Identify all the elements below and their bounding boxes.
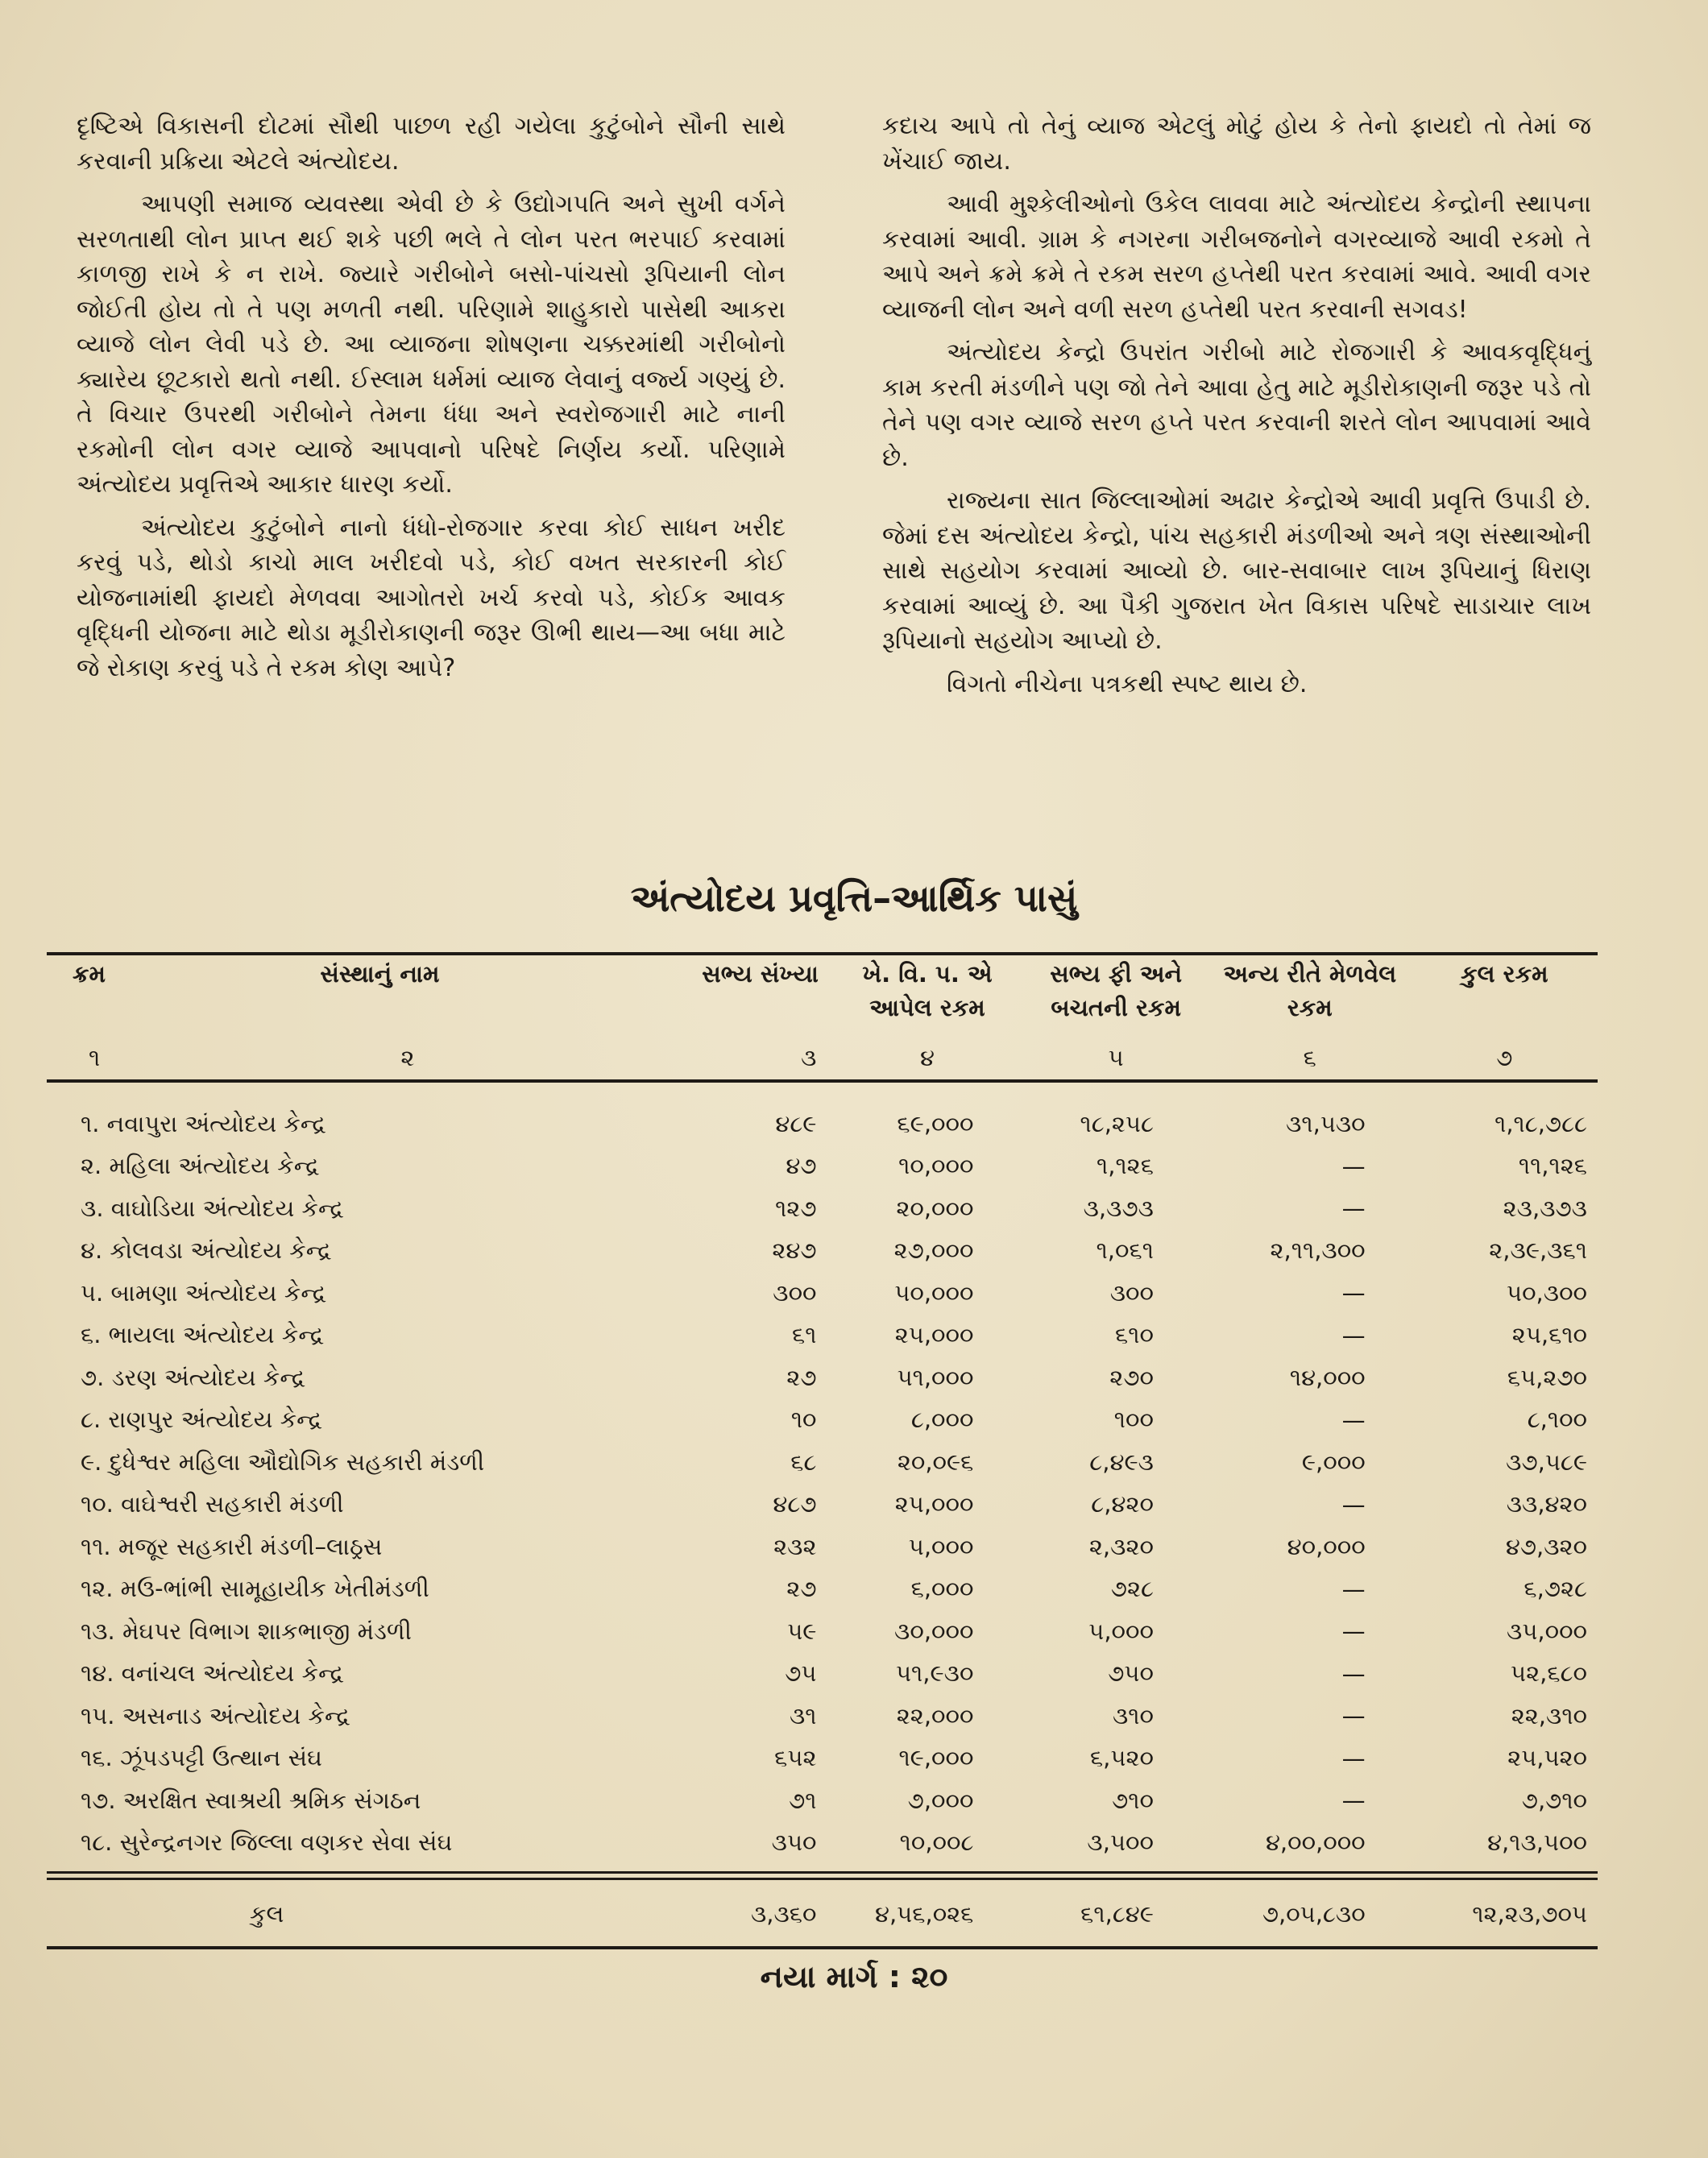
table-row bbox=[48, 1653, 1599, 1696]
row-member-count: ૭૧ bbox=[789, 1786, 817, 1814]
row-fee-savings: ૨૭૦ bbox=[1109, 1363, 1154, 1391]
table-row bbox=[48, 1738, 1599, 1780]
row-kvp-amount: ૬,૦૦૦ bbox=[910, 1575, 974, 1603]
row-institution-name: ૧૧. મજૂર સહકારી મંડળી–લાઠ્રસ bbox=[81, 1532, 383, 1560]
row-other-amount: ૯,૦૦૦ bbox=[1301, 1448, 1366, 1476]
paragraph: આપણી સમાજ વ્યવસ્થા એવી છે કે ઉદ્યોગપતિ અને સુખી વર્ગને સરળતાથી લોન પ્રાપ્ત થઈ શકે પછી ભલે તે લોન પરત ભરપાઈ કરવામાં કાળજી રાખે કે ન રાખે. જ્યારે ગરીબોને બસો-પાંચસો રૂપિયાની લોન જોઈતી હોય તો તે પણ મળતી નથી. પરિણામે શાહુકારો પાસેથી આકરા વ્યાજે લોન લેવી પડે છે. આ વ્યાજના શોષણના ચક્કરમાંથી ગરીબોનો ક્યારેય છૂટકારો થતો નથી. ઈસ્લામ ધર્મમાં વ્યાજ લેવાનું વર્જ્ય ગણ્યું છે. તે વિચાર ઉપરથી ગરીબોને તેમના ધંધા અને સ્વરોજગારી માટે નાની રકમોની લોન વગર વ્યાજે આપવાનો પરિષદે નિર્ણય કર્યો. પરિણામે અંત્યોદય પ્રવૃત્તિએ આકાર ધારણ કર્યો. bbox=[77, 190, 786, 499]
row-member-count: ૪૭ bbox=[786, 1152, 817, 1180]
row-other-amount: — bbox=[1341, 1321, 1366, 1349]
table-row bbox=[48, 1695, 1599, 1738]
row-other-amount: ૧૪,૦૦૦ bbox=[1289, 1363, 1366, 1391]
row-fee-savings: ૧૮,૨૫૮ bbox=[1080, 1109, 1154, 1137]
column-number: ૫ bbox=[1108, 1044, 1124, 1071]
table-row bbox=[48, 1484, 1599, 1526]
row-institution-name: ૬. ભાયલા અંત્યોદય કેન્દ્ર bbox=[81, 1321, 325, 1349]
row-fee-savings: ૭૧૦ bbox=[1112, 1786, 1154, 1814]
row-member-count: ૩૧ bbox=[789, 1701, 817, 1729]
row-total-amount: ૨૫,૫૨૦ bbox=[1507, 1744, 1587, 1772]
row-kvp-amount: ૫,૦૦૦ bbox=[908, 1532, 974, 1560]
row-kvp-amount: ૧૦,૦૦૦ bbox=[898, 1152, 974, 1180]
totals-row bbox=[48, 1888, 1599, 1940]
row-total-amount: ૨૩,૩૭૩ bbox=[1503, 1194, 1587, 1222]
totals-other: ૭,૦૫,૮૩૦ bbox=[1262, 1899, 1366, 1928]
row-member-count: ૧૦ bbox=[790, 1406, 817, 1434]
row-other-amount: ૩૧,૫૩૦ bbox=[1286, 1109, 1366, 1137]
header-total-amount: કુલ રકમ bbox=[1461, 960, 1548, 988]
paragraph: કદાચ આપે તો તેનું વ્યાજ એટલું મોટું હોય કે તેનો ફાયદો તો તેમાં જ ખેંચાઈ જાય. bbox=[882, 112, 1591, 176]
row-fee-savings: ૧,૧૨૬ bbox=[1097, 1152, 1154, 1180]
row-member-count: ૬૮ bbox=[790, 1448, 817, 1476]
row-total-amount: ૨,૩૯,૩૬૧ bbox=[1489, 1236, 1587, 1265]
row-kvp-amount: ૭,૦૦૦ bbox=[907, 1786, 974, 1814]
row-institution-name: ૧૮. સુરેન્દ્રનગર જિલ્લા વણકર સેવા સંઘ bbox=[81, 1829, 453, 1857]
row-institution-name: ૧૭. અરક્ષિત સ્વાશ્રયી શ્રમિક સંગઠન bbox=[81, 1786, 421, 1814]
row-member-count: ૫૯ bbox=[787, 1617, 817, 1645]
row-institution-name: ૩. વાઘોડિયા અંત્યોદય કેન્દ્ર bbox=[81, 1194, 344, 1222]
header-other-amount: અન્ય રીતે મેળવેલ રકમ bbox=[1223, 960, 1397, 1021]
row-institution-name: ૧૦. વાઘેશ્વરી સહકારી મંડળી bbox=[81, 1490, 344, 1518]
row-fee-savings: ૩,૩૭૩ bbox=[1083, 1194, 1154, 1222]
totals-members: ૩,૩૬૦ bbox=[750, 1899, 817, 1928]
table-row bbox=[48, 1357, 1599, 1399]
row-total-amount: ૫૨,૬૮૦ bbox=[1511, 1659, 1587, 1688]
totals-fee: ૬૧,૮૪૯ bbox=[1080, 1899, 1154, 1928]
row-institution-name: ૮. રાણપુર અંત્યોદય કેન્દ્ર bbox=[81, 1406, 322, 1434]
row-other-amount: — bbox=[1341, 1279, 1366, 1307]
row-total-amount: ૬,૭૨૮ bbox=[1524, 1575, 1587, 1603]
row-other-amount: — bbox=[1341, 1406, 1366, 1434]
row-kvp-amount: ૨૫,૦૦૦ bbox=[894, 1490, 974, 1518]
row-institution-name: ૯. દુધેશ્વર મહિલા ઔદ્યોગિક સહકારી મંડળી bbox=[81, 1448, 485, 1476]
row-other-amount: — bbox=[1341, 1617, 1366, 1646]
row-fee-savings: ૮,૪૯૩ bbox=[1089, 1448, 1154, 1476]
row-institution-name: ૧૨. મઉ-ભાંભી સામૂહાયીક ખેતીમંડળી bbox=[81, 1575, 429, 1603]
page-footer: નયા માર્ગ : ૨૦ bbox=[760, 1959, 948, 1994]
row-institution-name: ૫. બામણા અંત્યોદય કેન્દ્ર bbox=[81, 1278, 327, 1307]
totals-label: કુલ bbox=[250, 1899, 284, 1928]
right-text-column bbox=[882, 109, 1591, 710]
row-kvp-amount: ૫૦,૦૦૦ bbox=[894, 1278, 974, 1307]
table-body bbox=[48, 1080, 1599, 1864]
row-kvp-amount: ૬૯,૦૦૦ bbox=[897, 1109, 974, 1137]
table-row bbox=[48, 1145, 1599, 1188]
row-fee-savings: ૫,૦૦૦ bbox=[1088, 1617, 1154, 1645]
row-kvp-amount: ૨૦,૦૦૦ bbox=[896, 1194, 974, 1222]
row-fee-savings: ૩,૫૦૦ bbox=[1087, 1829, 1154, 1857]
row-fee-savings: ૬૧૦ bbox=[1115, 1321, 1154, 1349]
row-institution-name: ૧૫. અસનાડ અંત્યોદય કેન્દ્ર bbox=[81, 1701, 350, 1729]
row-member-count: ૪૮૭ bbox=[773, 1490, 817, 1518]
row-total-amount: ૩૩,૪૨૦ bbox=[1506, 1490, 1587, 1518]
table-row bbox=[48, 1568, 1599, 1611]
column-number: ૩ bbox=[801, 1044, 817, 1071]
table-row bbox=[48, 1441, 1599, 1484]
table-row bbox=[48, 1103, 1599, 1145]
totals-total: ૧૨,૨૩,૭૦૫ bbox=[1472, 1899, 1587, 1928]
column-number: ૬ bbox=[1303, 1044, 1316, 1071]
row-institution-name: ૨. મહિલા અંત્યોદય કેન્દ્ર bbox=[81, 1152, 320, 1180]
header-institution-name: સંસ્થાનું નામ bbox=[320, 960, 440, 988]
row-other-amount: — bbox=[1341, 1744, 1366, 1772]
row-other-amount: ૪,૦૦,૦૦૦ bbox=[1265, 1829, 1366, 1857]
row-other-amount: — bbox=[1341, 1702, 1366, 1730]
table-title: અંત્યોદય પ્રવૃત્તિ–આર્થિક પાસું bbox=[630, 876, 1078, 920]
row-total-amount: ૧,૧૮,૭૮૮ bbox=[1494, 1109, 1587, 1137]
paragraph: દૃષ્ટિએ વિકાસની દોટમાં સૌથી પાછળ રહી ગયેલા કુટુંબોને સૌની સાથે કરવાની પ્રક્રિયા એટલે અંત્યોદય. bbox=[77, 112, 786, 176]
row-member-count: ૭૫ bbox=[785, 1659, 817, 1688]
table-row bbox=[48, 1822, 1599, 1865]
body-columns bbox=[77, 109, 1591, 710]
row-fee-savings: ૮,૪૨૦ bbox=[1091, 1490, 1154, 1518]
paragraph: અંત્યોદય કુટુંબોને નાનો ધંધો-રોજગાર કરવા કોઈ સાધન ખરીદ કરવું પડે, થોડો કાચો માલ ખરીદવો પડે, કોઈ વખત સરકારની કોઈ યોજનામાંથી ફાયદો મેળવવા આગોતરો ખર્ચ કરવો પડે, કોઈક આવક વૃદ્ધિની યોજના માટે થોડા મૂડીરોકાણની જરૂર ઊભી થાય—આ બધા માટે જે રોકાણ કરવું પડે તે રકમ કોણ આપે? bbox=[77, 513, 786, 682]
table-row bbox=[48, 1399, 1599, 1442]
column-number: ૪ bbox=[919, 1044, 935, 1071]
paragraph: વિગતો નીચેના પત્રકથી સ્પષ્ટ થાય છે. bbox=[947, 669, 1308, 698]
row-fee-savings: ૧,૦૬૧ bbox=[1096, 1236, 1154, 1265]
row-member-count: ૨૪૭ bbox=[772, 1236, 817, 1265]
row-member-count: ૩૦૦ bbox=[773, 1278, 817, 1307]
row-kvp-amount: ૧૯,૦૦૦ bbox=[898, 1744, 974, 1772]
row-kvp-amount: ૧૦,૦૦૮ bbox=[899, 1829, 974, 1857]
row-total-amount: ૨૫,૬૧૦ bbox=[1511, 1321, 1587, 1349]
column-number: ૭ bbox=[1496, 1044, 1513, 1071]
table-row bbox=[48, 1315, 1599, 1357]
row-institution-name: ૭. ડરણ અંત્યોદય કેન્દ્ર bbox=[81, 1363, 306, 1391]
row-fee-savings: ૩૧૦ bbox=[1112, 1701, 1154, 1729]
row-total-amount: ૫૦,૩૦૦ bbox=[1507, 1278, 1587, 1307]
row-total-amount: ૪૭,૩૨૦ bbox=[1505, 1532, 1587, 1560]
row-other-amount: — bbox=[1341, 1490, 1366, 1518]
left-text-column bbox=[77, 109, 786, 710]
row-institution-name: ૧. નવાપુરા અંત્યોદય કેન્દ્ર bbox=[81, 1109, 326, 1137]
row-total-amount: ૭,૭૧૦ bbox=[1521, 1786, 1587, 1814]
row-member-count: ૪૮૯ bbox=[775, 1109, 817, 1137]
row-kvp-amount: ૨૭,૦૦૦ bbox=[893, 1236, 974, 1265]
paragraph: રાજ્યના સાત જિલ્લાઓમાં અઢાર કેન્દ્રોએ આવી પ્રવૃત્તિ ઉપાડી છે. જેમાં દસ અંત્યોદય કેન્દ્રો, પાંચ સહકારી મંડળીઓ અને ત્રણ સંસ્થાઓની સાથે સહયોગ કરવામાં આવ્યો છે. બાર-સવાબાર લાખ રૂપિયાનું ધિરાણ કરવામાં આવ્યું છે. આ પૈકી ગુજરાત ખેત વિકાસ પરિષદે સાડાચાર લાખ રૂપિયાનો સહયોગ આપ્યો છે. bbox=[882, 487, 1591, 655]
paragraph: અંત્યોદય કેન્દ્રો ઉપરાંત ગરીબો માટે રોજગારી કે આવકવૃદ્ધિનું કામ કરતી મંડળીને પણ જો તેને આવા હેતુ માટે મૂડીરોકાણની જરૂર પડે તો તેને પણ વગર વ્યાજે સરળ હપ્તે પરત કરવાની શરતે લોન આપવામાં આવે છે. bbox=[882, 338, 1591, 472]
row-kvp-amount: ૩૦,૦૦૦ bbox=[894, 1617, 974, 1645]
row-fee-savings: ૩૦૦ bbox=[1109, 1278, 1154, 1307]
row-other-amount: — bbox=[1341, 1575, 1366, 1603]
header-kvp-amount: ખે. વિ. પ. એ આપેલ રકમ bbox=[862, 960, 993, 1021]
row-fee-savings: ૬,૫૨૦ bbox=[1089, 1744, 1154, 1772]
row-kvp-amount: ૫૧,૦૦૦ bbox=[897, 1363, 974, 1391]
row-kvp-amount: ૫૧,૯૩૦ bbox=[896, 1659, 974, 1688]
row-kvp-amount: ૨૫,૦૦૦ bbox=[894, 1321, 974, 1349]
row-kvp-amount: ૨૨,૦૦૦ bbox=[896, 1701, 974, 1729]
row-fee-savings: ૨,૩૨૦ bbox=[1088, 1532, 1154, 1560]
row-institution-name: ૧૩. મેઘપર વિભાગ શાકભાજી મંડળી bbox=[81, 1617, 412, 1645]
row-other-amount: — bbox=[1341, 1659, 1366, 1688]
antyodaya-finance-table bbox=[48, 951, 1599, 1940]
table-row bbox=[48, 1610, 1599, 1653]
paragraph: આવી મુશ્કેલીઓનો ઉકેલ લાવવા માટે અંત્યોદય કેન્દ્રોની સ્થાપના કરવામાં આવી. ગ્રામ કે નગરના ગરીબજનોને વગરવ્યાજે આવી રકમો તે આપે અને ક્રમે ક્રમે તે રકમ સરળ હપ્તેથી પરત કરવામાં આવે. આવી વગર વ્યાજની લોન અને વળી સરળ હપ્તેથી પરત કરવાની સગવડ! bbox=[882, 190, 1591, 324]
row-other-amount: — bbox=[1341, 1787, 1366, 1815]
table-bottom-rule bbox=[47, 1946, 1598, 1949]
row-other-amount: ૨,૧૧,૩૦૦ bbox=[1270, 1236, 1366, 1265]
row-fee-savings: ૧૦૦ bbox=[1113, 1406, 1154, 1434]
header-fee-savings: સભ્ય ફી અને બચતની રકમ bbox=[1050, 960, 1183, 1021]
column-number: ૧ bbox=[89, 1044, 101, 1071]
row-fee-savings: ૭૨૮ bbox=[1110, 1575, 1154, 1603]
header-member-count: સભ્ય સંખ્યા bbox=[702, 960, 819, 988]
row-total-amount: ૬૫,૨૭૦ bbox=[1507, 1363, 1587, 1391]
table-row bbox=[48, 1779, 1599, 1822]
row-other-amount: — bbox=[1341, 1152, 1366, 1180]
row-member-count: ૧૨૭ bbox=[775, 1194, 817, 1222]
row-member-count: ૬૫૨ bbox=[774, 1744, 817, 1772]
row-member-count: ૨૭ bbox=[786, 1363, 817, 1391]
row-total-amount: ૩૭,૫૮૯ bbox=[1506, 1448, 1587, 1476]
row-total-amount: ૪,૧૩,૫૦૦ bbox=[1487, 1829, 1587, 1857]
table-row bbox=[48, 1187, 1599, 1230]
row-total-amount: ૨૨,૩૧૦ bbox=[1511, 1701, 1587, 1729]
table-row bbox=[48, 1230, 1599, 1273]
table-row bbox=[48, 1272, 1599, 1315]
row-total-amount: ૩૫,૦૦૦ bbox=[1507, 1617, 1587, 1645]
row-kvp-amount: ૮,૦૦૦ bbox=[910, 1406, 974, 1434]
row-other-amount: — bbox=[1341, 1195, 1366, 1223]
column-number: ૨ bbox=[400, 1044, 415, 1071]
row-institution-name: ૧૪. વનાંચલ અંત્યોદય કેન્દ્ર bbox=[81, 1659, 344, 1688]
row-member-count: ૬૧ bbox=[792, 1321, 817, 1349]
row-total-amount: ૧૧,૧૨૬ bbox=[1518, 1152, 1587, 1180]
row-fee-savings: ૭૫૦ bbox=[1108, 1659, 1154, 1688]
row-other-amount: ૪૦,૦૦૦ bbox=[1287, 1532, 1366, 1560]
row-institution-name: ૧૬. ઝૂંપડપટ્ટી ઉત્થાન સંઘ bbox=[81, 1744, 322, 1772]
table-row bbox=[48, 1526, 1599, 1568]
row-member-count: ૩૫૦ bbox=[771, 1829, 817, 1857]
row-member-count: ૨૭ bbox=[786, 1575, 817, 1603]
totals-kvp: ૪,૫૬,૦૨૬ bbox=[874, 1899, 974, 1928]
row-institution-name: ૪. કોલવડા અંત્યોદય કેન્દ્ર bbox=[81, 1236, 332, 1265]
row-total-amount: ૮,૧૦૦ bbox=[1527, 1406, 1587, 1434]
row-kvp-amount: ૨૦,૦૯૬ bbox=[897, 1448, 974, 1476]
header-serial: ક્રમ bbox=[73, 960, 106, 988]
row-member-count: ૨૩૨ bbox=[773, 1532, 817, 1560]
